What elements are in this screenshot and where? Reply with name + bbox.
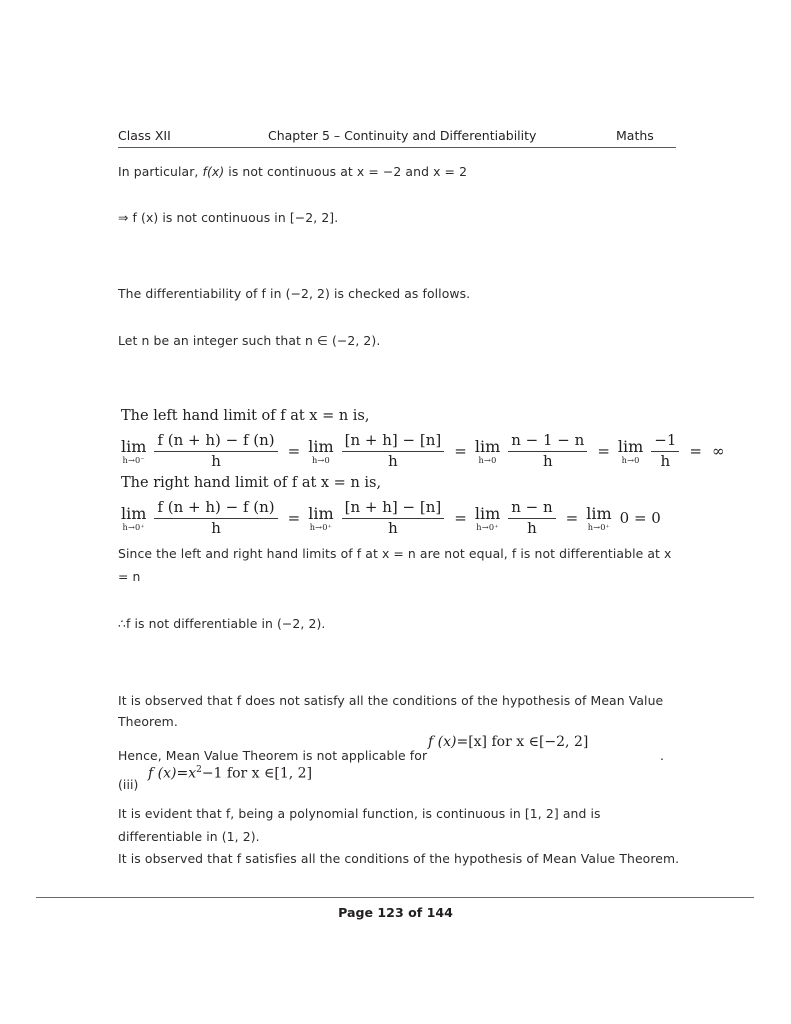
fraction: $\frac{[n + h] - [n]}{h}$ xyxy=(342,432,445,470)
iii-exponent: 2 xyxy=(196,765,202,775)
paragraph-evident-cont: differentiable in (1, 2). xyxy=(118,829,260,844)
limit-operator: lim h→0 xyxy=(308,436,334,465)
equals-sign: = xyxy=(689,442,702,461)
right-hand-limit-label: The right hand limit of f at x = n is, xyxy=(121,475,382,491)
page-header xyxy=(118,128,676,148)
iii-equals: = xyxy=(176,765,189,782)
fraction: $\frac{n - n}{h}$ xyxy=(508,499,555,537)
fraction: $\frac{-1}{h}$ xyxy=(651,432,679,470)
header-subject: Maths xyxy=(616,128,654,143)
item-iii-label: (iii) xyxy=(118,777,139,792)
in-particular-pre: In particular, xyxy=(118,164,203,179)
left-hand-limit-equation xyxy=(118,432,730,470)
inline-equation-iii xyxy=(148,765,312,782)
floor-interval: [−2, 2] xyxy=(538,734,589,750)
equals-sign: = xyxy=(597,442,610,461)
floor-fx: f (x) xyxy=(428,734,457,750)
hence-period: . xyxy=(660,748,665,763)
limit-result: 0 = 0 xyxy=(619,509,661,528)
in-particular-post: is not continuous at x = −2 and x = 2 xyxy=(224,164,468,179)
paragraph-evident: It is evident that f, being a polynomial function, is continuous in [1, 2] and is xyxy=(118,806,601,821)
equals-sign: = xyxy=(287,442,301,461)
fraction: $\frac{[n + h] - [n]}{h}$ xyxy=(342,499,445,537)
in-particular-fx: f(x) xyxy=(202,164,225,179)
limit-operator: lim h→0 xyxy=(474,436,501,465)
paragraph-differentiability: The differentiability of f in (−2, 2) is checked as follows. xyxy=(118,286,471,301)
right-hand-limit-equation xyxy=(118,499,666,537)
iii-interval: [1, 2] xyxy=(274,765,313,782)
paragraph-since-cont: = n xyxy=(118,569,141,584)
limit-operator: lim h→0⁺ xyxy=(308,503,334,532)
header-class: Class XII xyxy=(118,128,171,143)
paragraph-therefore: ∴f is not differentiable in (−2, 2). xyxy=(118,616,326,631)
equals-sign: = xyxy=(454,509,467,528)
equals-sign: = xyxy=(454,442,467,461)
hence-text: Hence, Mean Value Theorem is not applicable for xyxy=(118,748,428,763)
fraction: $\frac{f (n + h) - f (n)}{h}$ xyxy=(154,499,277,537)
floor-equals: = xyxy=(456,734,469,750)
paragraph-in-particular xyxy=(118,159,678,184)
footer-page-number: Page 123 of 144 xyxy=(338,905,453,920)
iii-fx: f (x) xyxy=(148,765,177,782)
iii-x: x xyxy=(188,765,197,782)
footer-divider xyxy=(36,897,754,898)
iii-minus: −1 xyxy=(201,765,223,782)
left-hand-limit-label: The left hand limit of f at x = n is, xyxy=(121,408,370,424)
floor-bracket: [x] xyxy=(468,734,488,750)
iii-forx: for x ∈ xyxy=(226,765,275,782)
header-chapter: Chapter 5 – Continuity and Differentiability xyxy=(268,128,537,143)
fraction: $\frac{f (n + h) - f (n)}{h}$ xyxy=(154,432,277,470)
equals-sign: = xyxy=(287,509,301,528)
limit-operator: lim h→0⁺ xyxy=(586,503,612,532)
equals-sign: = xyxy=(565,509,579,528)
limit-operator: lim h→0⁺ xyxy=(121,503,147,532)
paragraph-observed-1-cont: Theorem. xyxy=(118,714,178,729)
fraction: $\frac{n - 1 - n}{h}$ xyxy=(508,432,587,470)
paragraph-observed-1: It is observed that f does not satisfy all the conditions of the hypothesis of Mean Value xyxy=(118,693,664,708)
limit-operator: lim h→0 xyxy=(617,436,644,465)
paragraph-let-n: Let n be an integer such that n ∈ (−2, 2). xyxy=(118,333,381,348)
paragraph-implies: ⇒ f (x) is not continuous in [−2, 2]. xyxy=(118,210,339,225)
limit-operator: lim h→0⁻ xyxy=(121,436,147,465)
inline-equation-floor xyxy=(428,734,588,750)
floor-forx: for x ∈ xyxy=(491,734,539,750)
limit-operator: lim h→0⁺ xyxy=(474,503,501,532)
paragraph-observed-2: It is observed that f satisfies all the conditions of the hypothesis of Mean Value Theorem. xyxy=(118,851,680,866)
paragraph-since: Since the left and right hand limits of f at x = n are not equal, f is not differentiable at x xyxy=(118,546,672,561)
infinity-result: ∞ xyxy=(712,442,725,461)
